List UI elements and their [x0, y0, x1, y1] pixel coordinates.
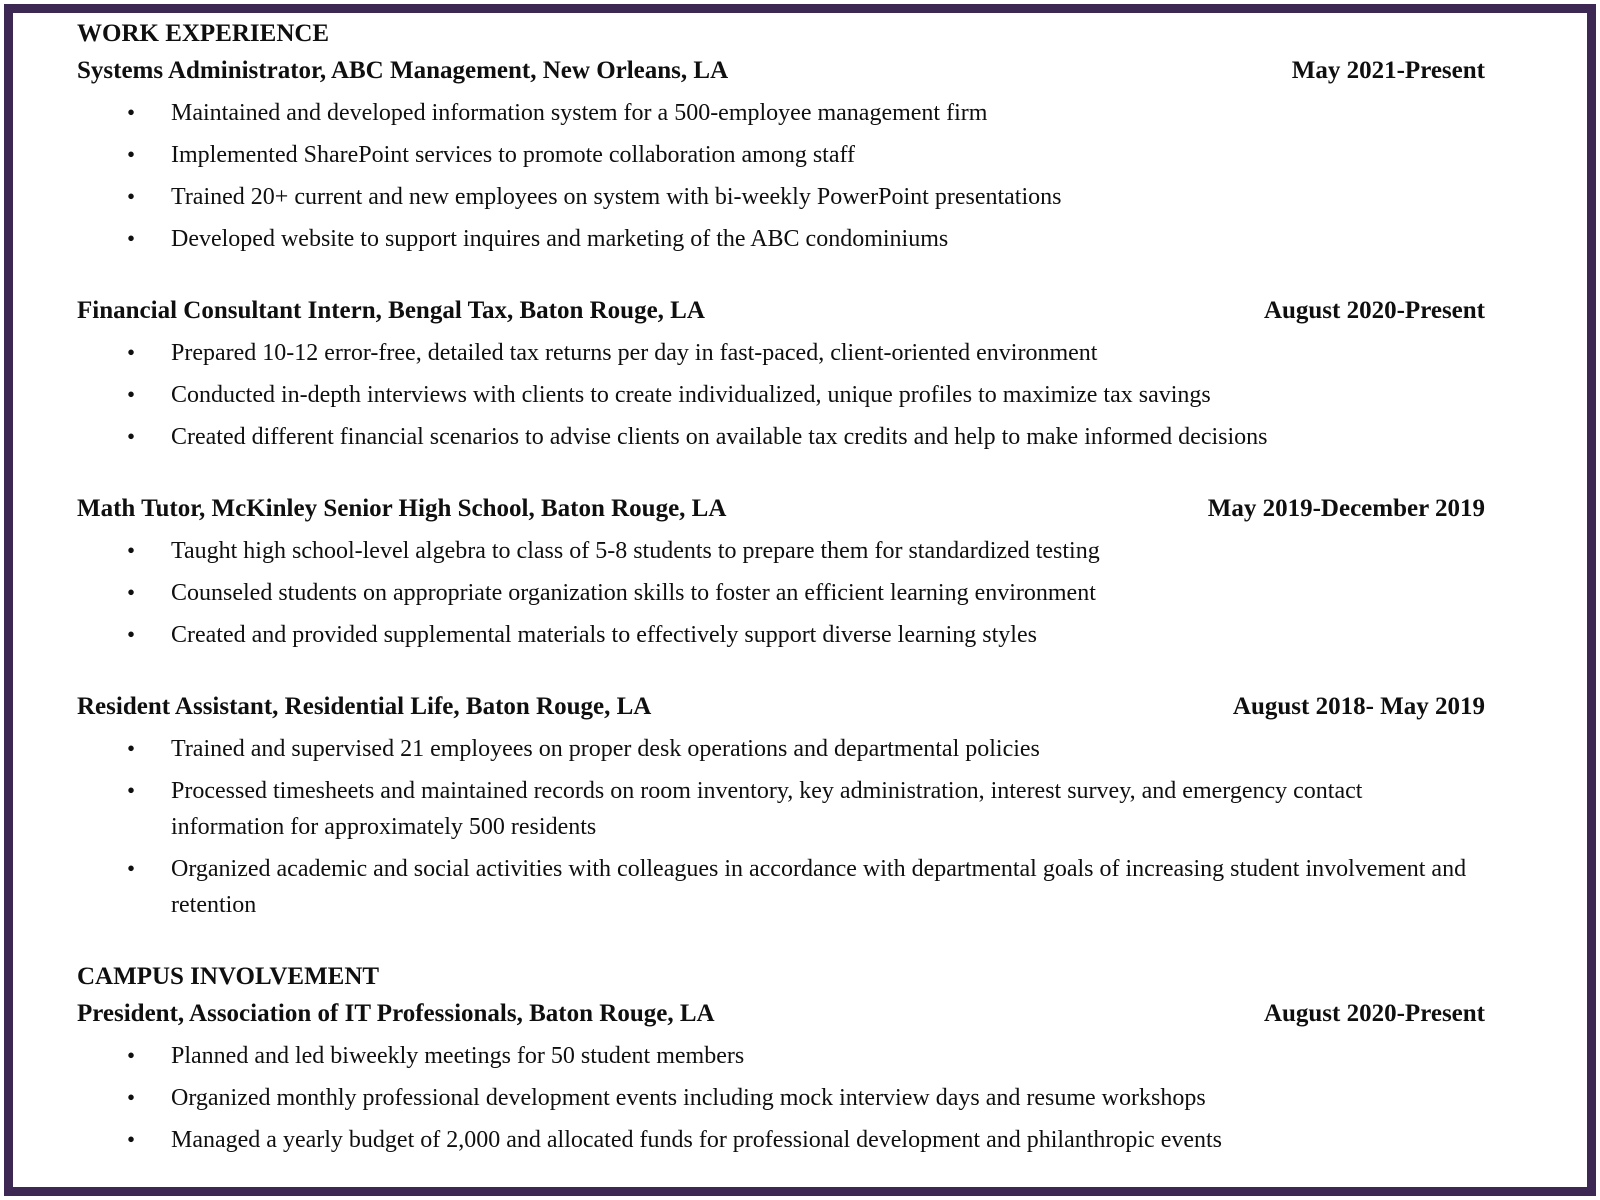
- bullet-text: Organized academic and social activities with colleagues in accordance with departmental goals of increasing student involvement and retention: [171, 856, 1467, 918]
- bullet-item: [77, 179, 1487, 215]
- bullet-icon: •: [127, 580, 136, 605]
- bullet-item: [77, 1122, 1487, 1158]
- bullet-item: [77, 1080, 1487, 1116]
- section-work-experience: [77, 15, 1487, 923]
- bullet-list: [77, 731, 1487, 923]
- bullet-text: Counseled students on appropriate organization skills to foster an efficient learning environment: [171, 580, 1096, 606]
- job-entry-resident-assistant: [77, 688, 1487, 923]
- bullet-icon: •: [127, 1043, 136, 1068]
- job-title: Resident Assistant, Residential Life, Baton Rouge, LA: [77, 693, 652, 720]
- bullet-icon: •: [127, 424, 136, 449]
- bullet-item: [77, 617, 1487, 653]
- bullet-icon: •: [127, 736, 136, 761]
- bullet-item: [77, 1038, 1487, 1074]
- bullet-list: [77, 533, 1487, 653]
- job-dates: August 2020-Present: [1263, 1000, 1485, 1027]
- bullet-item: [77, 851, 1487, 923]
- bullet-item: [77, 335, 1487, 371]
- job-dates: May 2021-Present: [1291, 57, 1485, 84]
- bullet-item: [77, 731, 1487, 767]
- entry-header: [77, 292, 1487, 329]
- job-dates: August 2018- May 2019: [1232, 693, 1485, 720]
- entry-header: [77, 688, 1487, 725]
- entry-header: [77, 490, 1487, 527]
- bullet-icon: •: [127, 622, 136, 647]
- bullet-icon: •: [127, 100, 136, 125]
- bullet-item: [77, 137, 1487, 173]
- job-title: President, Association of IT Professionals, Baton Rouge, LA: [77, 1000, 715, 1027]
- bullet-text: Planned and led biweekly meetings for 50 student members: [171, 1043, 745, 1069]
- bullet-item: [77, 221, 1487, 257]
- job-dates: May 2019-December 2019: [1207, 495, 1485, 522]
- section-heading-campus-involvement: CAMPUS INVOLVEMENT: [77, 963, 380, 990]
- bullet-icon: •: [127, 226, 136, 251]
- bullet-icon: •: [127, 856, 136, 881]
- bullet-item: [77, 419, 1487, 455]
- job-dates: August 2020-Present: [1263, 297, 1485, 324]
- bullet-text: Created and provided supplemental materials to effectively support diverse learning styles: [171, 622, 1037, 648]
- bullet-list: [77, 335, 1487, 455]
- bullet-text: Managed a yearly budget of 2,000 and allocated funds for professional development and philanthropic events: [171, 1127, 1223, 1153]
- bullet-text: Processed timesheets and maintained records on room inventory, key administration, interest survey, and emergency contact information for approximately 500 residents: [171, 778, 1363, 840]
- job-entry-systems-administrator: [77, 52, 1487, 257]
- bullet-icon: •: [127, 1085, 136, 1110]
- job-entry-financial-consultant-intern: [77, 292, 1487, 455]
- bullet-item: [77, 773, 1487, 845]
- entry-header: [77, 995, 1487, 1032]
- bullet-text: Maintained and developed information system for a 500-employee management firm: [171, 100, 988, 126]
- bullet-text: Trained 20+ current and new employees on system with bi-weekly PowerPoint presentations: [171, 184, 1062, 210]
- bullet-text: Implemented SharePoint services to promote collaboration among staff: [171, 142, 856, 168]
- bullet-icon: •: [127, 778, 136, 803]
- bullet-text: Prepared 10-12 error-free, detailed tax returns per day in fast-paced, client-oriented environment: [171, 340, 1098, 366]
- job-entry-math-tutor: [77, 490, 1487, 653]
- bullet-list: [77, 1038, 1487, 1158]
- bullet-text: Organized monthly professional development events including mock interview days and resume workshops: [171, 1085, 1206, 1111]
- bullet-icon: •: [127, 142, 136, 167]
- entry-header: [77, 52, 1487, 89]
- bullet-text: Created different financial scenarios to advise clients on available tax credits and help to make informed decisions: [171, 424, 1268, 450]
- section-heading-work-experience: WORK EXPERIENCE: [77, 20, 330, 47]
- section-campus-involvement: [77, 958, 1487, 1158]
- bullet-icon: •: [127, 184, 136, 209]
- bullet-text: Taught high school-level algebra to class of 5-8 students to prepare them for standardized testing: [171, 538, 1100, 564]
- bullet-icon: •: [127, 538, 136, 563]
- bullet-item: [77, 95, 1487, 131]
- bullet-item: [77, 575, 1487, 611]
- job-entry-president-it-professionals: [77, 995, 1487, 1158]
- bullet-item: [77, 377, 1487, 413]
- bullet-icon: •: [127, 382, 136, 407]
- bullet-icon: •: [127, 1127, 136, 1152]
- bullet-icon: •: [127, 340, 136, 365]
- bullet-item: [77, 533, 1487, 569]
- job-title: Math Tutor, McKinley Senior High School, Baton Rouge, LA: [77, 495, 727, 522]
- bullet-list: [77, 95, 1487, 257]
- job-title: Financial Consultant Intern, Bengal Tax, Baton Rouge, LA: [77, 297, 705, 324]
- bullet-text: Developed website to support inquires and marketing of the ABC condominiums: [171, 226, 949, 252]
- bullet-text: Trained and supervised 21 employees on proper desk operations and departmental policies: [171, 736, 1040, 762]
- page-border: [4, 4, 1596, 1196]
- bullet-text: Conducted in-depth interviews with clients to create individualized, unique profiles to maximize tax savings: [171, 382, 1211, 408]
- job-title: Systems Administrator, ABC Management, New Orleans, LA: [77, 57, 729, 84]
